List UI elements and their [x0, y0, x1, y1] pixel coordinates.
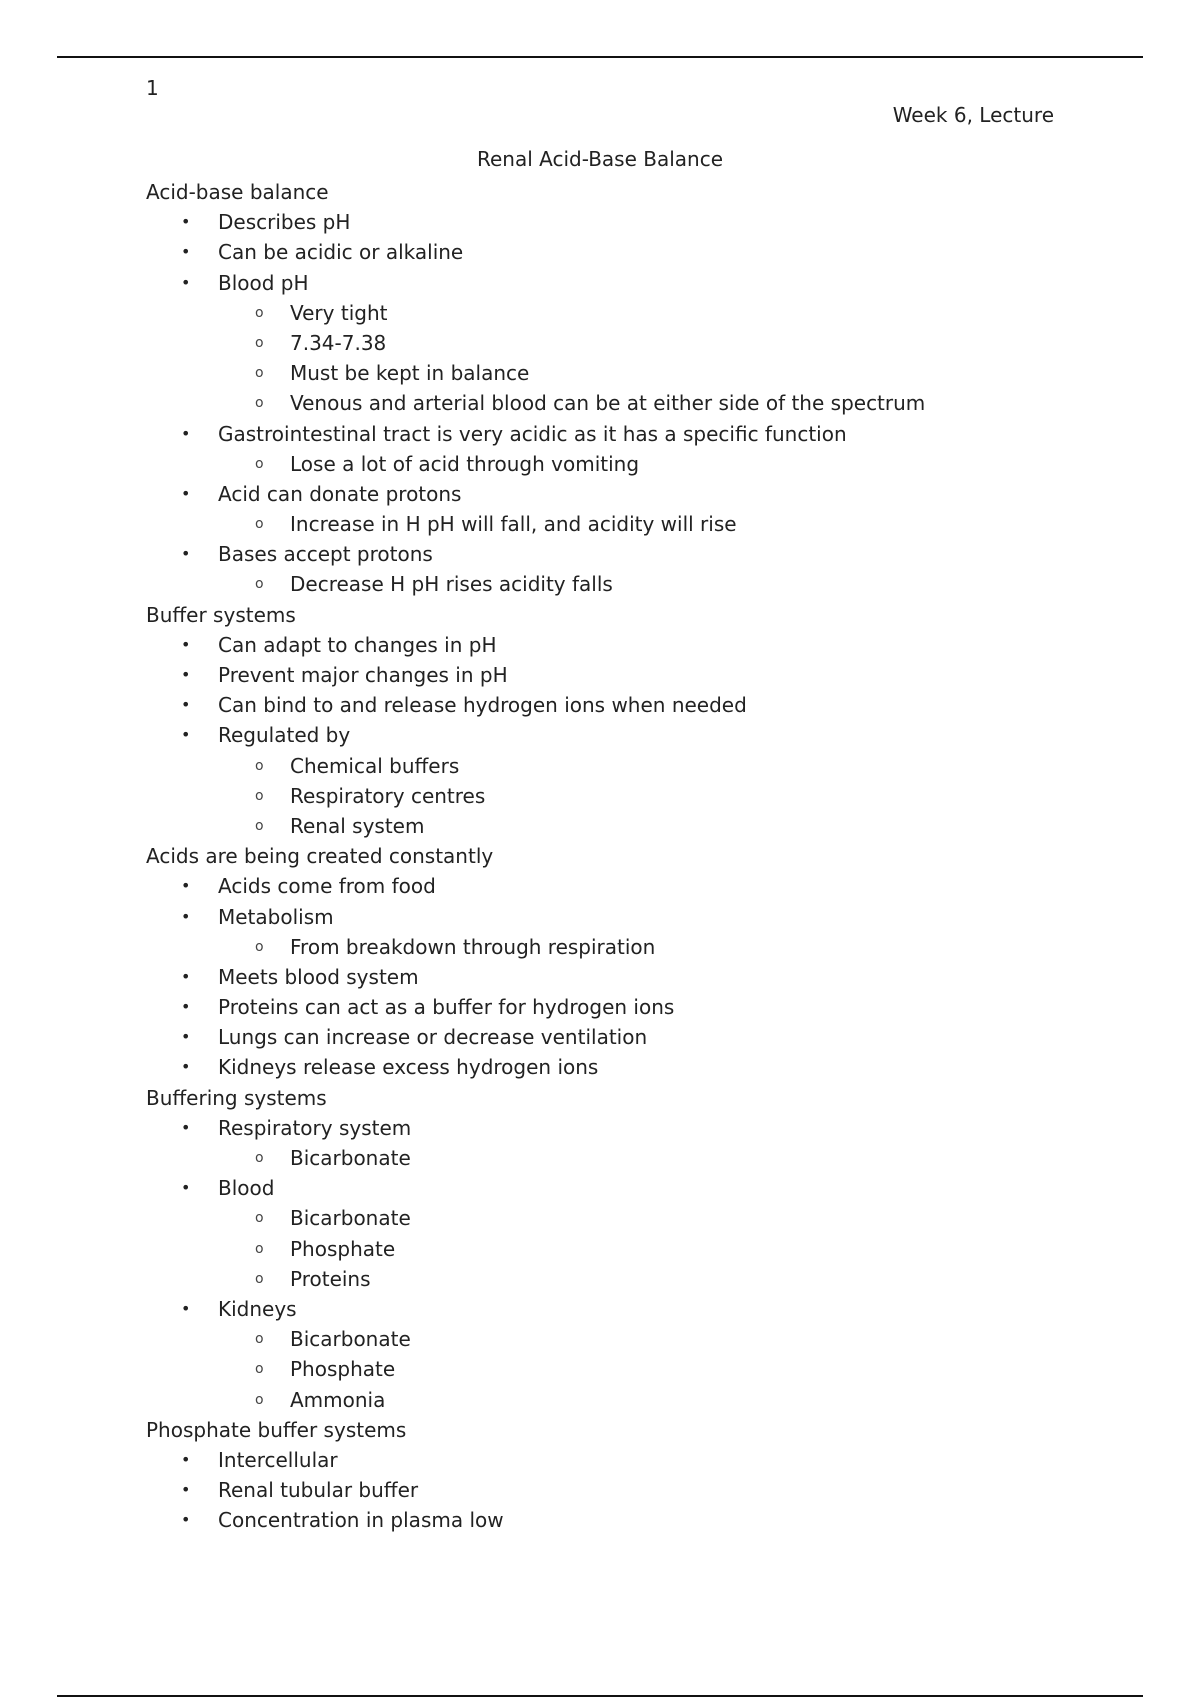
- sub-list-item: [146, 449, 1146, 479]
- list-item: [146, 1052, 1146, 1082]
- bullet-icon: •: [181, 876, 191, 896]
- bullet-icon: •: [181, 1449, 191, 1469]
- bullet-icon: •: [181, 966, 191, 986]
- list-item: [146, 902, 1146, 932]
- list-item: [146, 1445, 1146, 1475]
- sub-list-item: [146, 811, 1146, 841]
- section-heading: [146, 600, 1146, 630]
- sub-bullet-icon: o: [255, 516, 264, 533]
- bottom-rule: [57, 1695, 1143, 1697]
- list-item: [146, 1173, 1146, 1203]
- list-item-text: Can adapt to changes in pH: [218, 632, 497, 657]
- sub-bullet-icon: o: [255, 787, 264, 804]
- sub-list-item: [146, 388, 1146, 418]
- sub-list-item: [146, 1264, 1146, 1294]
- bullet-icon: •: [181, 544, 191, 564]
- list-item: [146, 1113, 1146, 1143]
- sub-list-item: [146, 1234, 1146, 1264]
- sub-list-item-text: Chemical buffers: [290, 753, 460, 778]
- list-item: [146, 630, 1146, 660]
- bullet-icon: •: [181, 272, 191, 292]
- sub-bullet-icon: o: [255, 1150, 264, 1166]
- list-item-text: Regulated by: [218, 723, 351, 748]
- bullet-icon: •: [181, 695, 191, 715]
- bullet-icon: •: [181, 1027, 191, 1047]
- sub-list-item: [146, 298, 1146, 328]
- list-item: [146, 1022, 1146, 1052]
- sub-list-item: [146, 509, 1146, 539]
- list-item-text: Can bind to and release hydrogen ions when needed: [218, 693, 747, 718]
- sub-list-item-text: Respiratory centres: [290, 783, 486, 808]
- sub-list-item-text: From breakdown through respiration: [290, 934, 656, 959]
- list-item-text: Bases accept protons: [218, 542, 433, 567]
- bullet-icon: •: [181, 1510, 191, 1530]
- sub-list-item: [146, 1203, 1146, 1233]
- list-item: [146, 1475, 1146, 1505]
- sub-bullet-icon: o: [255, 455, 264, 472]
- bullet-icon: •: [181, 1117, 191, 1137]
- list-item: [146, 539, 1146, 569]
- sub-bullet-icon: o: [255, 1391, 264, 1408]
- sub-list-item-text: Bicarbonate: [290, 1146, 411, 1170]
- sub-list-item: [146, 328, 1146, 358]
- bullet-icon: •: [181, 242, 191, 262]
- bullet-icon: •: [181, 725, 191, 745]
- sub-list-item-text: Ammonia: [290, 1387, 386, 1412]
- list-item-text: Describes pH: [218, 210, 351, 235]
- sub-bullet-icon: o: [255, 817, 264, 834]
- sub-bullet-icon: o: [255, 365, 264, 382]
- list-item-text: Can be acidic or alkaline: [218, 240, 464, 265]
- sub-list-item-text: Increase in H pH will fall, and acidity will rise: [290, 512, 737, 537]
- sub-list-item: [146, 1324, 1146, 1354]
- section-heading: [146, 177, 1146, 207]
- list-item: [146, 871, 1146, 901]
- sub-list-item: [146, 1385, 1146, 1415]
- bullet-icon: •: [181, 1298, 191, 1318]
- top-rule: [57, 56, 1143, 58]
- list-item: [146, 720, 1146, 750]
- list-item: [146, 268, 1146, 298]
- sub-list-item: [146, 1143, 1146, 1173]
- list-item: [146, 660, 1146, 690]
- sub-list-item: [146, 932, 1146, 962]
- sub-list-item-text: Renal system: [290, 813, 425, 838]
- header-week-label: Week 6, Lecture: [892, 103, 1054, 127]
- list-item-text: Renal tubular buffer: [218, 1478, 419, 1503]
- sub-bullet-icon: o: [255, 334, 264, 351]
- list-item-text: Meets blood system: [218, 964, 419, 989]
- bullet-icon: •: [181, 1057, 191, 1077]
- list-item-text: Kidneys: [218, 1296, 297, 1321]
- list-item: [146, 207, 1146, 237]
- document-title: Renal Acid-Base Balance: [476, 147, 724, 171]
- sub-bullet-icon: o: [255, 1331, 264, 1348]
- sub-list-item-text: Very tight: [290, 300, 388, 325]
- list-item-text: Blood: [218, 1176, 275, 1201]
- sub-bullet-icon: o: [255, 1210, 264, 1227]
- bullet-icon: •: [181, 997, 191, 1017]
- sub-list-item: [146, 781, 1146, 811]
- list-item-text: Respiratory system: [218, 1115, 412, 1140]
- list-item-text: Concentration in plasma low: [218, 1508, 504, 1533]
- list-item-text: Metabolism: [218, 904, 334, 929]
- list-item-text: Lungs can increase or decrease ventilation: [218, 1025, 648, 1050]
- list-item-text: Intercellular: [218, 1447, 338, 1472]
- sub-list-item-text: Bicarbonate: [290, 1206, 411, 1231]
- section-heading: [146, 1083, 1146, 1113]
- sub-bullet-icon: o: [255, 304, 264, 321]
- list-item-text: Prevent major changes in pH: [218, 663, 508, 687]
- sub-bullet-icon: o: [255, 1270, 264, 1287]
- sub-list-item: [146, 569, 1146, 599]
- list-item-text: Proteins can act as a buffer for hydrogen ions: [218, 995, 675, 1020]
- section-heading: [146, 1415, 1146, 1445]
- sub-list-item-text: 7.34-7.38: [290, 330, 387, 355]
- list-item: [146, 1294, 1146, 1324]
- sub-bullet-icon: o: [255, 1361, 264, 1378]
- sub-list-item-text: Bicarbonate: [290, 1327, 411, 1352]
- sub-list-item-text: Phosphate: [290, 1357, 396, 1382]
- bullet-icon: •: [181, 212, 191, 232]
- bullet-icon: •: [181, 906, 191, 926]
- sub-bullet-icon: o: [255, 757, 264, 774]
- sub-bullet-icon: o: [255, 395, 264, 412]
- sub-bullet-icon: o: [255, 1240, 264, 1257]
- list-item-text: Acids come from food: [218, 874, 436, 899]
- sub-bullet-icon: o: [255, 938, 264, 955]
- sub-list-item: [146, 358, 1146, 388]
- list-item: [146, 992, 1146, 1022]
- section-heading-text: Buffer systems: [146, 602, 296, 627]
- section-heading-text: Acids are being created constantly: [146, 844, 494, 869]
- section-heading: [146, 841, 1146, 871]
- sub-list-item: [146, 1354, 1146, 1384]
- section-heading-text: Buffering systems: [146, 1085, 327, 1110]
- sub-list-item-text: Lose a lot of acid through vomiting: [290, 451, 640, 476]
- section-heading-text: Acid-base balance: [146, 180, 329, 204]
- bullet-icon: •: [181, 1178, 191, 1198]
- list-item-text: Acid can donate protons: [218, 481, 462, 506]
- document-body: [146, 177, 1146, 1535]
- sub-list-item-text: Decrease H pH rises acidity falls: [290, 572, 613, 597]
- list-item: [146, 962, 1146, 992]
- list-item: [146, 1505, 1146, 1535]
- list-item-text: Kidneys release excess hydrogen ions: [218, 1055, 599, 1080]
- bullet-icon: •: [181, 423, 191, 443]
- sub-list-item-text: Phosphate: [290, 1236, 396, 1261]
- sub-list-item-text: Must be kept in balance: [290, 361, 530, 386]
- list-item: [146, 690, 1146, 720]
- page-number: 1: [146, 76, 159, 100]
- list-item: [146, 419, 1146, 449]
- bullet-icon: •: [181, 665, 191, 684]
- sub-list-item-text: Venous and arterial blood can be at either side of the spectrum: [290, 391, 926, 416]
- list-item-text: Blood pH: [218, 270, 309, 295]
- bullet-icon: •: [181, 634, 191, 654]
- section-heading-text: Phosphate buffer systems: [146, 1417, 407, 1442]
- list-item: [146, 479, 1146, 509]
- sub-list-item: [146, 751, 1146, 781]
- sub-bullet-icon: o: [255, 576, 264, 593]
- list-item: [146, 237, 1146, 267]
- bullet-icon: •: [181, 483, 191, 503]
- sub-list-item-text: Proteins: [290, 1266, 371, 1291]
- bullet-icon: •: [181, 1480, 191, 1500]
- list-item-text: Gastrointestinal tract is very acidic as it has a specific function: [218, 421, 847, 446]
